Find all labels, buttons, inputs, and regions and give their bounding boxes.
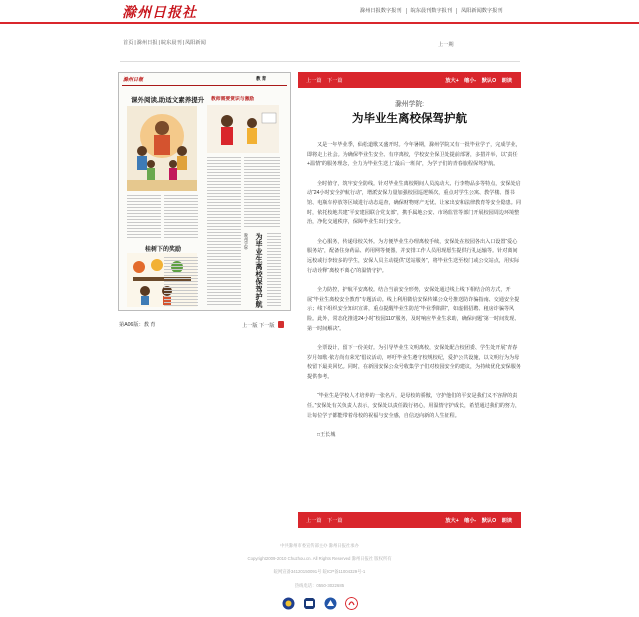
zoom-in-button[interactable]: 放大+ [445,518,459,524]
reset-size-button[interactable]: 默认O [481,78,497,84]
next-page-link[interactable]: 下一版 [259,323,275,329]
police-badge-icon[interactable] [282,597,295,610]
page-thumbnail[interactable] [118,72,291,311]
top-nav [356,8,507,14]
red-badge-icon[interactable] [345,597,358,610]
prev-article-link[interactable]: 上一篇 [306,78,322,84]
breadcrumb-home[interactable]: 首页 [123,40,134,46]
article-toolbar-bottom [298,512,521,528]
article-paragraph: 又是一年毕业季，仙松道歌又盛开时。今年暑期，滁州学院又有一批毕业学子，完成学业，即将走上社会。为确保毕业生安全、有序离校，学校安全保卫处提前部署，多措并举，以“责任+温情”的服务理念，全力为毕业生送上“最后一班岗”，为学子们的青春旅程保驾护航。 [307,142,521,168]
breadcrumb-chuzhou-daily[interactable]: 滁州日报 [136,40,158,46]
report-center-icon[interactable] [303,597,316,610]
page-pager [242,321,284,329]
pdf-icon[interactable] [278,321,284,328]
read-aloud-button[interactable]: 朗读 [501,78,512,84]
article-subtitle: 滁州学院: [394,101,425,108]
article-paragraph: 全票设计，留下一份美好。为引导毕业生文明离校，安保处配合校团委、学生处开展“青春岁月如歌·依方尚有荣光”倡议活动，呼吁毕业生遵守校规校纪，爱护公共设施，以文明行为为母校留下最美回忆。同时，在新园安保公众号收集学子们对校园安全的建议，为持续优化安保服务提供参考。 [307,345,521,380]
nav-link-fengyang-news[interactable]: 凤阳新闻数字报刊 [456,8,507,14]
article-title: 为毕业生离校保驾护航 [352,113,467,125]
next-article-link[interactable]: 下一篇 [327,78,343,84]
prev-page-link[interactable]: 上一版 [242,323,258,329]
zoom-out-button[interactable]: 缩小- [464,518,477,524]
thumb-text-column [164,257,198,307]
reset-size-button[interactable]: 默认O [481,518,497,524]
thumb-vertical-title[interactable]: 为毕业生离校保驾护航 [255,233,262,308]
thumb-text-column [127,195,161,239]
network-police-icon[interactable] [324,597,337,610]
thumb-text-column [267,233,281,307]
next-article-link[interactable]: 下一篇 [327,518,343,524]
nav-link-chuzhou-daily[interactable]: 滁州日报数字报刊 [360,8,402,14]
top-bar [0,0,639,22]
article-author: □王长城 [317,432,336,439]
footer-license: 皖网宣备34120150091号 皖ICP备11004329号-1 [273,569,366,574]
article-paragraph: 全力防控，护航平安离校。结合当前安全形势，安保处通过线上线下相结合的方式，开展“毕业生离校安全教育”专题活动。线上利用微信安保传媒公众号推送防诈骗指南、交通安全提示；线下组织安全知识宣讲，重点提醒毕业生防范“毕业季陷阱”，如虚假招聘、租房诈骗等风险。此外，常态化推进24小时“校园110”服务，及时响应毕业生求助，确保问题“第一时间发现、第一时间解决”。 [307,287,520,332]
thumb-headline-teacher[interactable]: 教师需要赏识与激励 [211,97,255,102]
thumb-headline-award[interactable]: 桂树下的奖励 [145,247,182,253]
nav-link-wandong-morning[interactable]: 皖东晨刊数字报刊 [406,8,457,14]
thumb-text-column [244,157,280,229]
page-label: 第A06版：教 育 [119,322,156,328]
article-paragraph: 全时值守，筑牢安全防线。针对毕业生离校期间人员流动大、行李物品多等特点，安保处启动“24小时安全护航行动”，增派安保力量加强校园巡逻频次，重点对学生公寓、教学楼、图书馆、电瓶车停放等区域进行动态巡查，确保财物财产无忧。让家出安和法律教育等安全隐患。同时，依托校地共建“平安建园联合党支部”，携手属地公安、市场监管等部门开展校园周边环境整治，净化交通秩序，保障毕业生出行安全。 [307,180,521,226]
breadcrumb: 首页|滁州日报|皖东晨刊|凤阳新闻 [123,40,206,46]
thumb-text-column [164,195,198,239]
footer-organizer: 中共滁州市委宣传部主办 滁州日报社承办 [280,543,359,548]
article-toolbar-top [298,72,521,88]
article-body [307,141,521,451]
prev-article-link[interactable]: 上一篇 [306,518,322,524]
site-logo[interactable]: 滁州日报社 [122,5,197,21]
prev-issue-link[interactable]: 上一期 [438,42,454,48]
divider [120,61,520,62]
thumb-page-tag: 教 育 [256,76,267,81]
read-aloud-button[interactable]: 朗读 [501,518,512,524]
thumb-masthead: 滁州日報 [123,77,144,83]
footer-hotline: 热线电话：0550-3022685 [294,583,345,588]
zoom-in-button[interactable]: 放大+ [445,78,459,84]
breadcrumb-fengyang[interactable]: 凤阳新闻 [185,40,206,46]
footer-copyright: Copyright2009-2010 Chuzhou.cn. All Rights Reserved 滁州日报社 版权所有 [247,556,392,561]
thumb-illustration-teacher [207,105,279,153]
thumb-divider [122,85,287,86]
thumb-headline-reading[interactable]: 课外阅读,助适文素养提升 [131,97,205,104]
footer-badges [282,597,358,610]
breadcrumb-wandong[interactable]: 皖东晨刊 [160,40,182,46]
thumb-text-column [207,157,241,307]
article-paragraph: 全心服务，传递母校关怀。为方便毕业生办理离校手续，安保处在校园各出入口设置“爱心服务站”，配备住身药品、药用网等便器，并安排工作人员用现愿生提供行礼运输等。针对离间远校或行李较多的学生，安保人员主动提供“送站服务”，将毕业生送至校门或公交站点，用实际行动诠释“离校不离心”的温情守护。 [307,238,520,274]
thumb-vertical-subtitle: 滁州学院: [244,233,249,251]
header-divider [0,22,639,24]
article-paragraph: “毕业生是学校人才培养的一张名片，是母校的骄傲，守护他们的平安是我们义不容辞的责任。”安保处有关负责人表示，安保处以责任践行初心，用温情守护成长，希望通过我们的努力，让每位学子都能带着母校的祝福与安全感，自信迈向新的人生征程。 [307,393,521,419]
zoom-out-button[interactable]: 缩小- [464,78,477,84]
thumb-illustration-reading [127,106,197,191]
